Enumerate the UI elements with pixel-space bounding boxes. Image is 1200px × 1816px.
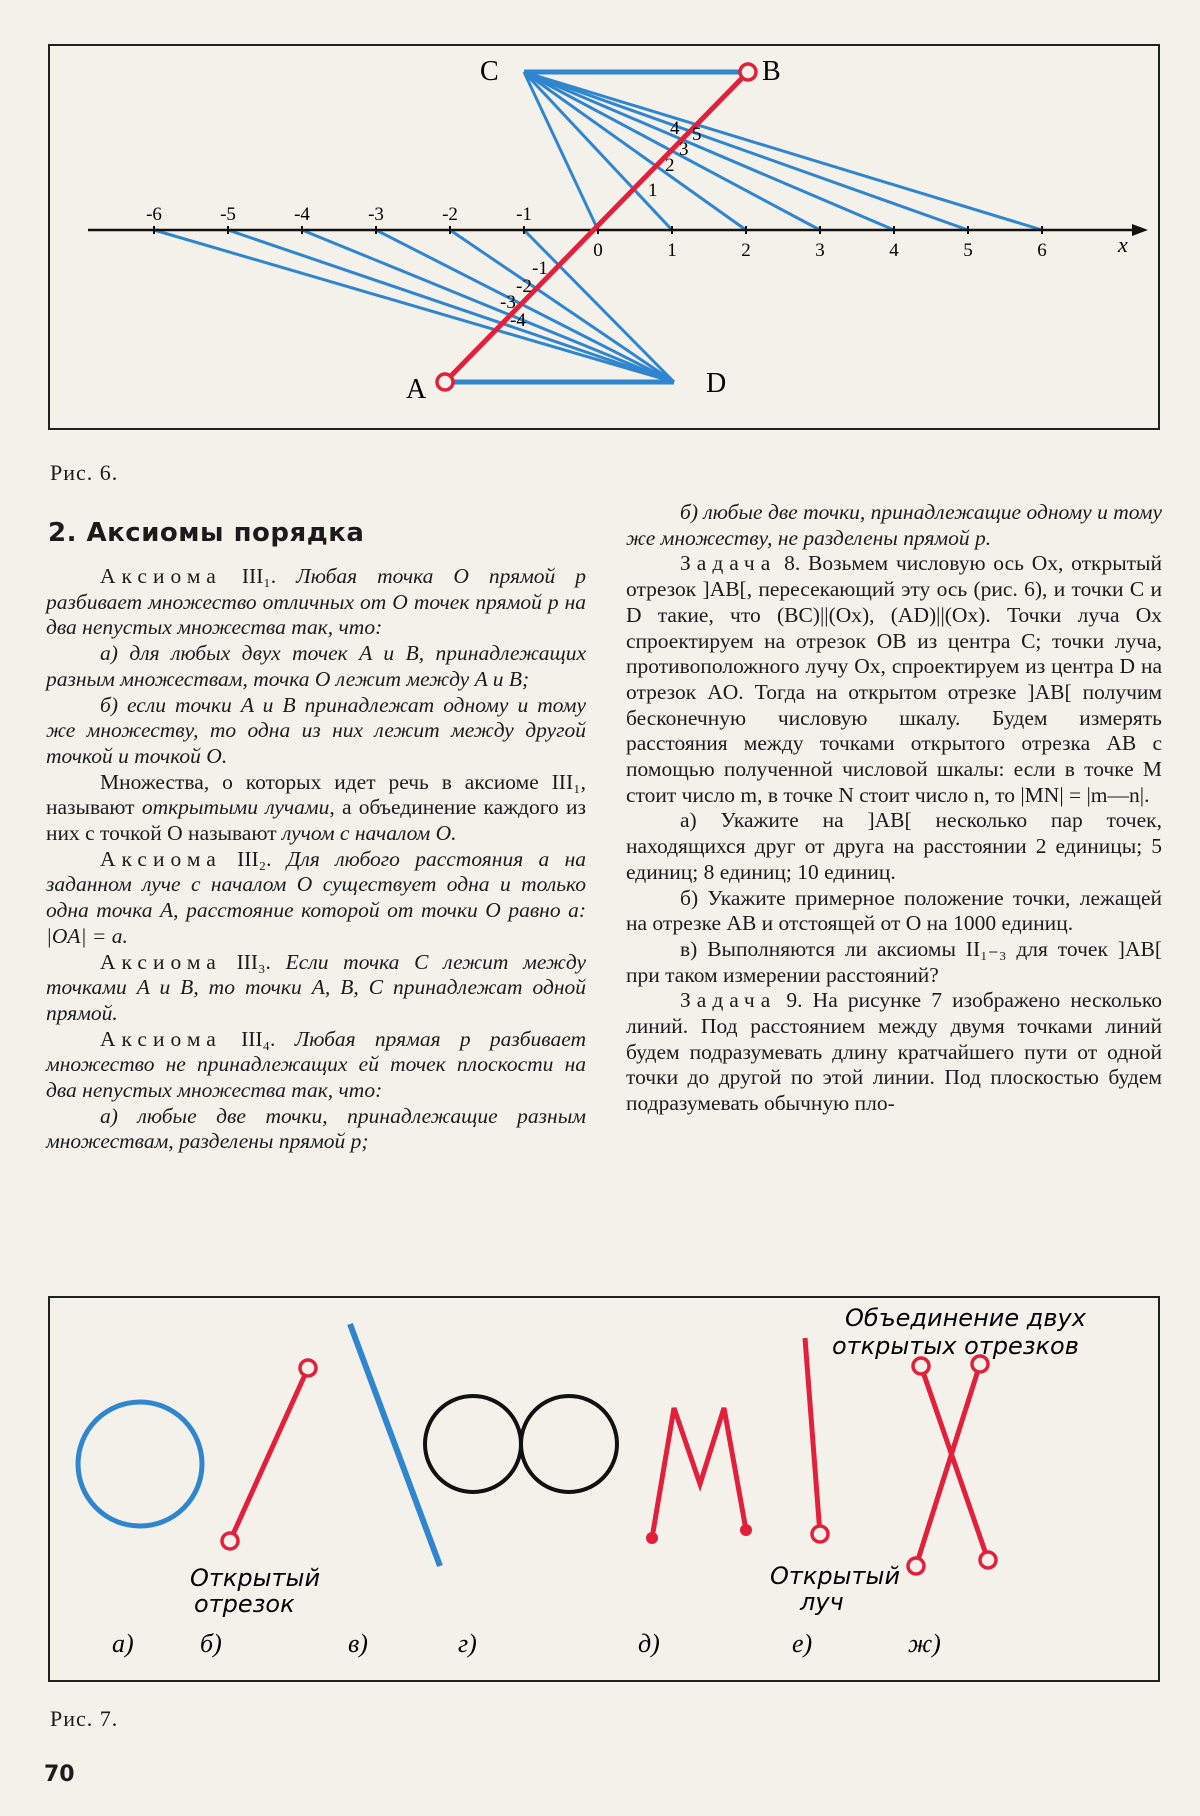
ab-label-1: 1 [648,180,658,201]
projection-line [376,230,674,382]
ab-label-2: 2 [665,155,675,176]
projection-line [524,72,894,230]
letter-b: б) [200,1629,222,1658]
axiom-2 [46,847,586,950]
axis-tick-label: 2 [741,240,751,261]
axis-tick-label: -4 [294,204,310,225]
section-heading: 2. Аксиомы порядка [48,517,365,548]
axiom-1-b: б) если точки A и B принадлежат одному и тому же множеству, то одна из них лежит между другой точкой и точкой O. [46,692,586,768]
projection-line [302,230,674,382]
figure-7-diagram [50,1298,1158,1680]
axiom-word: Аксиома [100,1026,222,1051]
letter-v: в) [348,1629,368,1658]
figure-7-letters [112,1629,941,1658]
projection-line [228,230,674,382]
axis-tick-label: -5 [220,204,236,225]
axiom-text: Если точка C лежит между точками A и B, то точки A, B, C принадлежат одной прямой. [46,949,587,1025]
axiom-number: III₃. [236,949,271,974]
ab-label-neg4: -4 [510,310,526,331]
ab-label-4: 4 [670,118,680,139]
task-text: На рисунке 7 изображено несколько линий. Под расстоянием между двумя точками линий будем подразумевать длину кратчайшего пути от одной точки до другой по этой линии. Под плоскостью будем подразумевать обычную пло- [626,988,1163,1116]
axiom-4-a: а) любые две точки, принадлежащие разным множествам, разделены прямой p; [46,1103,586,1154]
axis-arrow [1132,224,1148,236]
ab-label-3: 3 [679,139,689,160]
axiom-4 [46,1027,586,1104]
point-a [437,374,453,390]
projection-line [524,72,968,230]
task-word: Задача [680,988,777,1013]
figure-6-diagram [50,46,1158,428]
axis-tick-label: -3 [368,204,384,225]
open-segment-2 [916,1364,980,1566]
open-segment [230,1368,308,1541]
open-segment-1 [921,1366,988,1560]
right-column [626,500,1162,1117]
axis-tick-label: 4 [889,240,899,261]
open-ray-text: Открытый [770,1562,901,1590]
letter-d: д) [638,1629,660,1658]
axis-label-x: x [1118,232,1128,257]
label-union [832,1304,1087,1360]
ab-label-5: 5 [692,124,702,145]
closed-endpoint [740,1524,752,1536]
label-d: D [706,368,727,399]
letter-zh: ж) [908,1629,941,1658]
axis-tick-label: 6 [1037,240,1047,261]
open-rays-definition [46,770,586,847]
black-circle-right [521,1396,617,1492]
axis-tick-label: 5 [963,240,973,261]
union-text: Объединение двух [845,1304,1086,1332]
axiom-number: III₄. [241,1026,276,1051]
segment-labels-upper [648,118,702,201]
segment-ab [445,72,748,382]
page-number: 70 [44,1762,75,1787]
axiom-4-b: б) любые две точки, принадлежащие одному и тому же множеству, не разделены прямой p. [626,500,1162,550]
letter-g: г) [458,1629,477,1658]
open-endpoint [812,1526,828,1542]
axis-ticks [146,204,1047,261]
figure-6-caption: Рис. 6. [50,460,119,485]
label-open-ray [770,1562,900,1616]
task-9 [626,988,1162,1117]
black-circle-left [425,1396,521,1492]
figure-7 [48,1296,1160,1682]
projection-line [524,72,1042,230]
left-column [46,564,586,1155]
label-open-segment [190,1564,320,1618]
open-segment-text: Открытый [190,1564,321,1592]
open-ray-text-2: луч [800,1588,844,1616]
axis-tick-label: 0 [593,240,603,261]
open-ray [805,1338,820,1534]
blue-circle [78,1402,202,1526]
projection-line [450,230,674,382]
point-b [740,64,756,80]
axiom-1-a: а) для любых двух точек A и B, принадлежащих разным множествам, точка O лежит между A и B; [46,641,586,691]
axiom-3 [46,950,586,1027]
m-shaped-line [652,1408,746,1538]
axiom-word: Аксиома [100,564,222,588]
axiom-text: Для любого расстояния a на заданном луче с началом O существует одна и только одна точка A, расстояние которой от точки O равно a: |OA| = a. [46,846,587,948]
axis-tick-label: -2 [442,204,458,225]
open-endpoint [300,1360,316,1376]
axiom-word: Аксиома [100,846,222,871]
open-endpoint [222,1533,238,1549]
term-ray: лучом с началом O. [282,821,457,846]
label-c: C [480,56,499,87]
open-endpoint [908,1558,924,1574]
closed-endpoint [646,1532,658,1544]
letter-a: а) [112,1629,134,1658]
ab-label-neg3: -3 [500,292,516,313]
axiom-number: III₂. [237,846,272,871]
axiom-number: III₁. [241,564,277,588]
letter-e: е) [792,1629,813,1658]
label-a: A [406,374,427,405]
figure-7-caption: Рис. 7. [50,1706,119,1731]
union-text-2: открытых отрезков [832,1332,1079,1360]
axiom-word: Аксиома [100,949,222,974]
task-word: Задача [680,551,777,576]
label-b: B [762,56,781,87]
ab-label-neg2: -2 [516,276,532,297]
definition-text-2: , а объединение каждого из них с точкой O называют [46,795,586,846]
term-open-rays: открытыми лучами [141,795,330,820]
axiom-text: Любая прямая p разбивает множество не принадлежащих ей точек плоскости на два непустых множества так, что: [46,1026,587,1103]
open-segment-text-2: отрезок [194,1590,295,1618]
task-8-b: б) Укажите примерное положение точки, лежащей на отрезке AB и отстоящей от O на 1000 единиц. [626,885,1162,936]
open-endpoint [980,1552,996,1568]
figure-6 [48,44,1160,430]
task-8-c: в) Выполняются ли аксиомы II₁₋₃ для точек ]AB[ при таком измерении расстояний? [626,936,1162,987]
open-endpoint [913,1358,929,1374]
definition-text: Множества, о которых идет речь в аксиоме III₁, называют [46,769,586,820]
ab-label-neg1: -1 [532,258,548,279]
task-8 [626,551,1162,808]
axis-tick-label: 3 [815,240,825,261]
task-8-a: а) Укажите на ]AB[ несколько пар точек, находящихся друг от друга на расстоянии 2 единицы; 5 единиц; 8 единиц; 10 единиц. [626,808,1162,884]
axis-tick-label: -6 [146,204,162,225]
axiom-text: Любая точка O прямой p разбивает множество отличных от O точек прямой p на два непустых множества так, что: [46,564,587,640]
task-number: 9. [786,988,803,1013]
axis-tick-label: -1 [516,204,532,225]
task-number: 8. [784,551,801,576]
axis-tick-label: 1 [667,240,677,261]
task-text: Возьмем числовую ось Ox, открытый отрезок ]AB[, пересекающий эту ось (рис. 6), и точки C и D такие, что (BC)||(Ox), (AD)||(Ox). Точки луча Ox спроектируем на отрезок OB из центра C; точки луча, противоположного лучу Ox, спроектируем из центра D на отрезок AO. Тогда на открытом отрезке ]AB[ получим бесконечную числовую шкалу. Будем измерять расстояния между точками открытого отрезка AB с помощью полученной числовой шкалы: если в точке M стоит число m, в точке N стоит число n, то |MN| = |m—n|. [626,551,1163,807]
axiom-1 [46,564,586,641]
